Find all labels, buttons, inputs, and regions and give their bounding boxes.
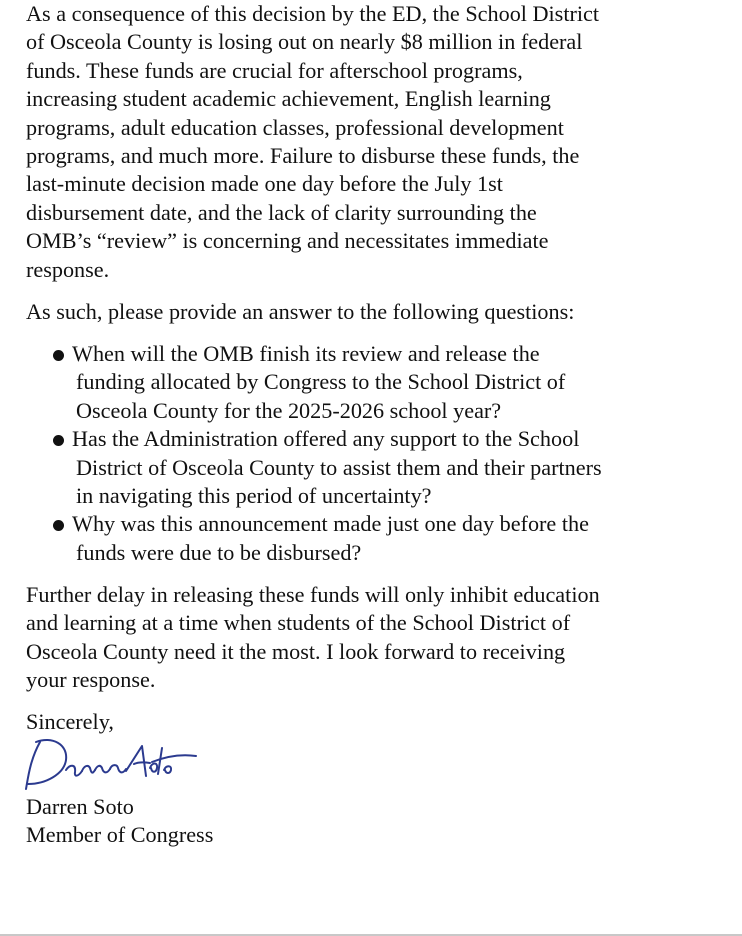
question-line: Why was this announcement made just one day before the — [72, 511, 589, 537]
closing-line: Sincerely, — [26, 709, 114, 734]
paragraph-line: OMB’s “review” is concerning and necessitates immediate — [26, 228, 549, 254]
signer-title: Member of Congress — [26, 822, 214, 848]
closing-salutation — [26, 708, 726, 736]
paragraph-line: response. — [26, 256, 110, 282]
question-line: in navigating this period of uncertainty? — [76, 483, 432, 509]
question-line: Has the Administration offered any support to the School — [72, 426, 580, 452]
handwritten-signature — [22, 734, 198, 792]
bullet-icon — [53, 435, 64, 446]
paragraph-line: disbursement date, and the lack of clarity surrounding the — [26, 199, 537, 225]
paragraph-line: increasing student academic achievement, English learning — [26, 86, 551, 112]
paragraph-funding-impact — [26, 0, 726, 284]
paragraph-line: Osceola County need it the most. I look forward to receiving — [26, 638, 566, 664]
paragraph-line: of Osceola County is losing out on nearly $8 million in federal — [26, 29, 583, 55]
paragraph-questions-intro — [26, 298, 726, 326]
bullet-icon — [53, 350, 64, 361]
question-item — [52, 510, 732, 567]
paragraph-line: last-minute decision made one day before the July 1st — [26, 171, 503, 197]
signature-text: Darren Soto — [22, 734, 27, 735]
paragraph-line: funds. These funds are crucial for afterschool programs, — [26, 57, 523, 83]
question-line: When will the OMB finish its review and release the — [72, 341, 540, 366]
paragraph-line: programs, and much more. Failure to disburse these funds, the — [26, 143, 580, 169]
signer-block — [26, 793, 726, 850]
signer-name: Darren Soto — [26, 794, 134, 819]
question-line: funding allocated by Congress to the School District of — [76, 369, 566, 395]
paragraph-line: and learning at a time when students of the School District of — [26, 610, 571, 636]
question-line: District of Osceola County to assist them and their partners — [76, 454, 602, 480]
paragraph-line: Further delay in releasing these funds will only inhibit education — [26, 582, 600, 607]
paragraph-line: As a consequence of this decision by the ED, the School District — [26, 1, 600, 26]
questions-list — [52, 340, 732, 567]
paragraph-line: programs, adult education classes, professional development — [26, 114, 564, 140]
question-item — [52, 425, 732, 510]
question-line: Osceola County for the 2025-2026 school year? — [76, 397, 502, 423]
paragraph-line: your response. — [26, 667, 156, 693]
question-line: funds were due to be disbursed? — [76, 539, 362, 565]
paragraph-line: As such, please provide an answer to the following questions: — [26, 299, 575, 324]
question-item — [52, 340, 732, 425]
paragraph-closing-remarks — [26, 581, 726, 695]
bullet-icon — [53, 520, 64, 531]
